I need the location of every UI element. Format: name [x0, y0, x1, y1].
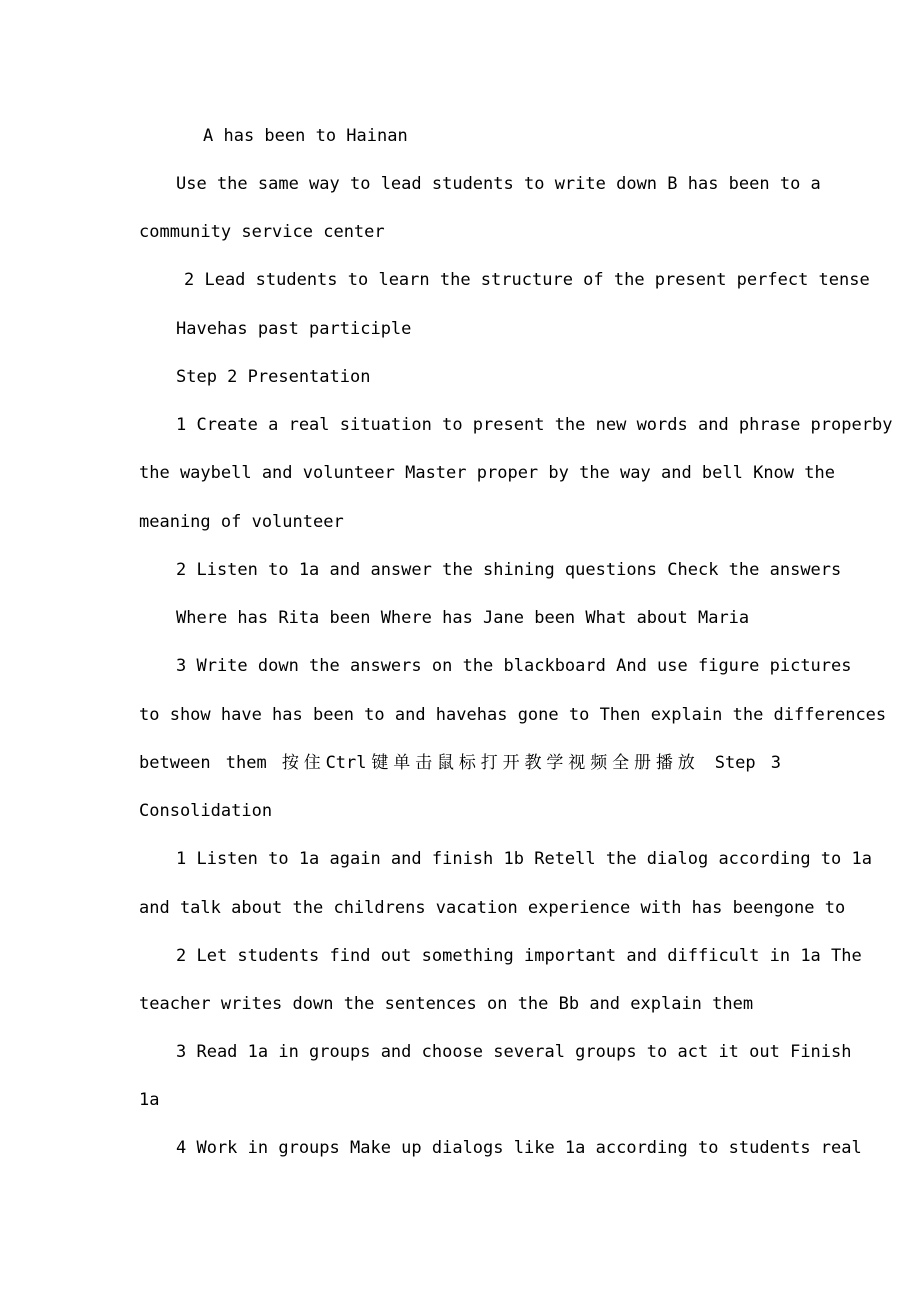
text-line: teacher writes down the sentences on the Bb and explain them	[139, 994, 754, 1014]
text-line: to show have has been to and havehas gone to Then explain the differences	[139, 705, 887, 725]
text-line: 1 Create a real situation to present the new words and phrase properby	[176, 415, 893, 435]
text-line: Use the same way to lead students to write down B has been to a	[176, 174, 821, 194]
text-line: Consolidation	[139, 801, 273, 821]
text-line: Where has Rita been Where has Jane been What about Maria	[176, 608, 750, 628]
text-line: 2 Listen to 1a and answer the shining questions Check the answers	[176, 560, 842, 580]
text-line: 3 Write down the answers on the blackboard And use figure pictures	[176, 656, 852, 676]
text-line: and talk about the childrens vacation experience with has beengone to	[139, 898, 846, 918]
text-line: between them 按住Ctrl键单击鼠标打开教学视频全册播放 Step 3	[139, 753, 781, 773]
text-line: 2 Lead students to learn the structure of the present perfect tense	[184, 270, 870, 290]
text-line: 4 Work in groups Make up dialogs like 1a according to students real	[176, 1138, 862, 1158]
text-line: 1 Listen to 1a again and finish 1b Retell the dialog according to 1a	[176, 849, 872, 869]
text-line: Havehas past participle	[176, 319, 412, 339]
text-line: 2 Let students find out something important and difficult in 1a The	[176, 946, 862, 966]
text-line: the waybell and volunteer Master proper by the way and bell Know the	[139, 463, 835, 483]
text-line: 1a	[139, 1090, 160, 1110]
section-heading: Step 2 Presentation	[176, 367, 371, 387]
text-line: 3 Read 1a in groups and choose several groups to act it out Finish	[176, 1042, 852, 1062]
text-line: meaning of volunteer	[139, 512, 344, 532]
text-line: community service center	[139, 222, 385, 242]
text-line: A has been to Hainan	[203, 126, 408, 146]
